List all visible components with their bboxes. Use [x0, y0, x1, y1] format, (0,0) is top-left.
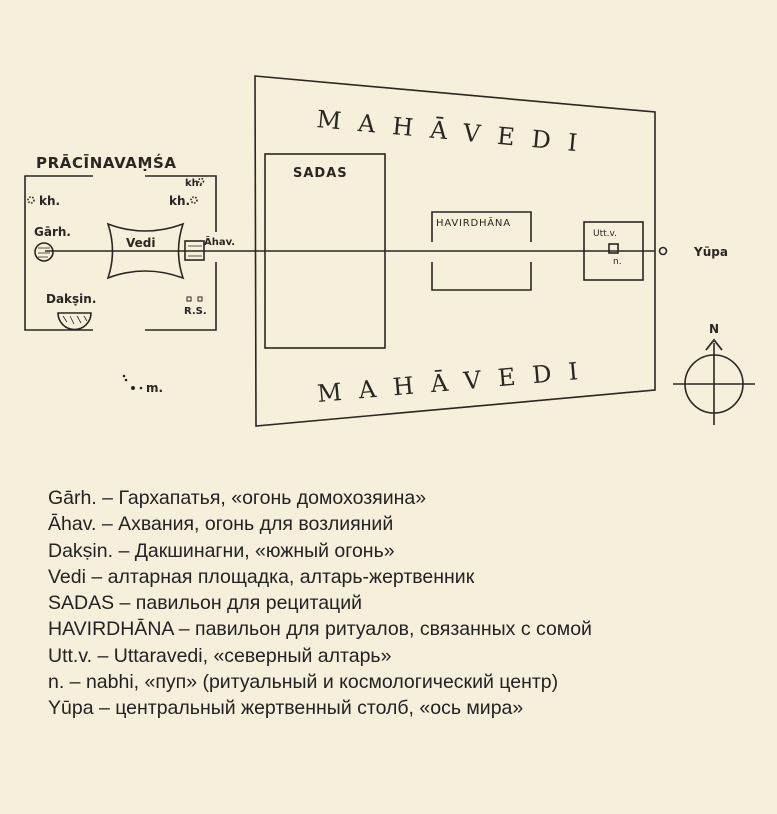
dakshina-label: Dakṣin. — [46, 292, 97, 306]
nabhi-label: n. — [613, 257, 622, 267]
legend-item-havirdhana: HAVIRDHĀNA – павильон для ритуалов, связанных с сомой — [48, 618, 592, 641]
rs-mark-1 — [187, 297, 191, 301]
compass-n-label: N — [709, 322, 720, 336]
mahavedi-bottom-label: MAHĀVEDI — [316, 355, 597, 408]
dakshina-fire — [58, 313, 91, 330]
kh-label-right: kh. — [169, 194, 191, 208]
uttaravedi-label: Utt.v. — [593, 229, 617, 239]
compass — [673, 340, 755, 425]
yupa-label: Yūpa — [694, 245, 728, 259]
legend-item-uttv: Utt.v. – Uttaravedi, «северный алтарь» — [48, 644, 392, 667]
garhapatya-fire — [35, 243, 53, 261]
legend-item-garh: Gārh. – Гархапатья, «огонь домохозяина» — [48, 487, 427, 509]
vedi-label: Vedi — [126, 236, 156, 250]
rs-mark-2 — [198, 297, 202, 301]
legend-item-yupa: Yūpa – центральный жертвенный столб, «ось мира» — [48, 697, 524, 720]
kh-label-left: kh. — [39, 194, 61, 208]
legend-item-ahav: Āhav. – Ахвания, огонь для возлияний — [48, 513, 394, 536]
ahavaniya-label: Āhav. — [204, 237, 236, 248]
legend-item-n: n. – nabhi, «пуп» (ритуальный и космологический центр) — [48, 671, 559, 694]
kh-mark-right — [191, 197, 197, 203]
mahavedi-top-label: MAHĀVEDI — [315, 105, 596, 159]
havirdhana-label: HAVIRDHĀNA — [436, 218, 511, 229]
garhapatya-label: Gārh. — [34, 225, 71, 239]
rs-label: R.S. — [184, 306, 207, 317]
legend — [48, 485, 592, 722]
pracinavamsa-title: PRĀCĪNAVAṂŚA — [36, 154, 177, 172]
m-label: m. — [146, 381, 164, 395]
legend-item-vedi: Vedi – алтарная площадка, алтарь-жертвенник — [48, 565, 475, 588]
legend-item-daksin: Dakṣin. – Дакшинагни, «южный огонь» — [48, 539, 395, 562]
sadas-label: SADAS — [293, 166, 348, 181]
legend-item-sadas: SADAS – павильон для рецитаций — [48, 592, 363, 615]
kh-mark-left — [28, 197, 34, 203]
yupa-post — [660, 248, 667, 255]
kh-label-top: kh. — [185, 178, 203, 189]
